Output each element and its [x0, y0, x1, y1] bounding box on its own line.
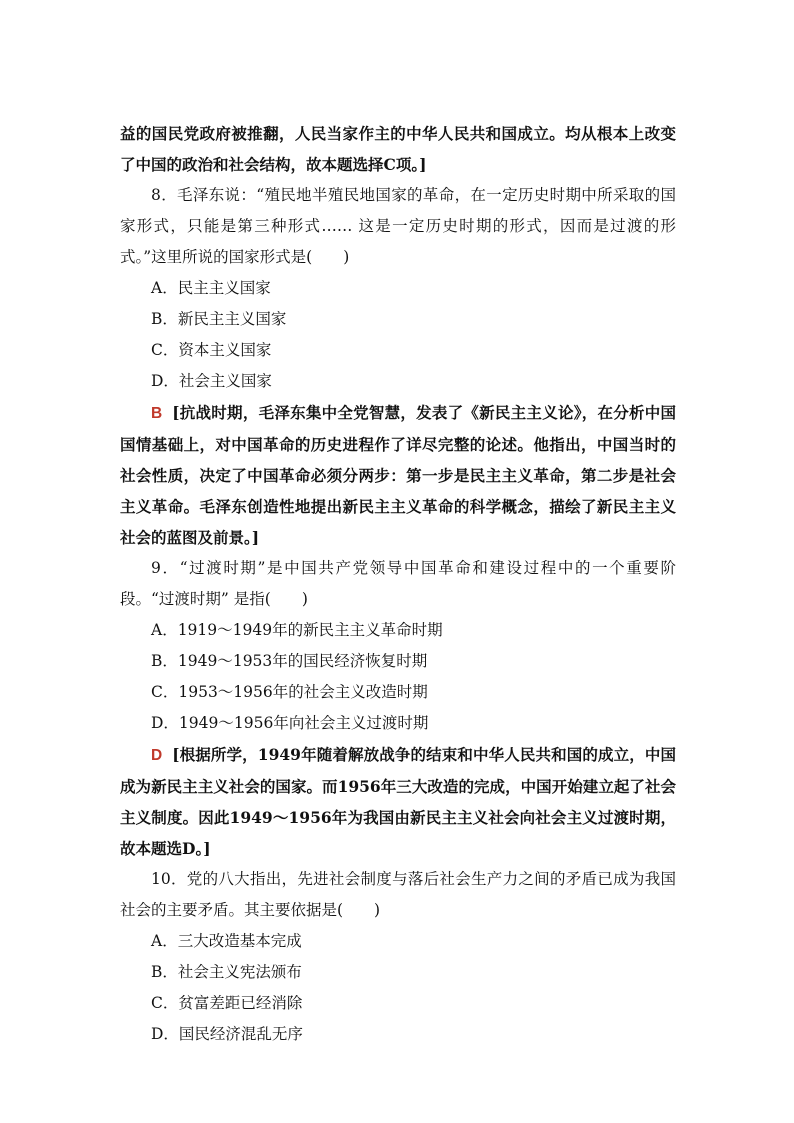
previous-explanation: 益的国民党政府被推翻，人民当家作主的中华人民共和国成立。均从根本上改变了中国的政治和社会结构，故本题选择C项。] [120, 124, 676, 174]
option-c: C．资本主义国家 [151, 341, 272, 359]
option-d: D．1949～1956年向社会主义过渡时期 [151, 714, 429, 732]
question-10 [120, 864, 676, 1050]
answer-letter: D [151, 747, 163, 764]
option-c: C．贫富差距已经消除 [151, 994, 303, 1012]
answer-letter: B [151, 405, 163, 422]
answer-explanation [120, 397, 676, 553]
question-8 [120, 180, 676, 553]
option-d: D．国民经济混乱无序 [151, 1025, 303, 1043]
question-stem: 10．党的八大指出，先进社会制度与落后社会生产力之间的矛盾已成为我国社会的主要矛盾。其主要依据是( ) [120, 870, 676, 919]
question-stem: 8．毛泽东说：“殖民地半殖民地国家的革命，在一定历史时期中所采取的国家形式，只能是第三种形式…… 这是一定历史时期的形式，因而是过渡的形式。”这里所说的国家形式是( ) [120, 186, 676, 266]
option-a: A．1919～1949年的新民主主义革命时期 [151, 621, 443, 639]
option-b: B．社会主义宪法颁布 [151, 963, 302, 981]
option-b: B．新民主主义国家 [151, 310, 287, 328]
option-a: A．民主主义国家 [151, 279, 271, 297]
document-page [120, 118, 676, 1050]
explanation-text: [根据所学，1949年随着解放战争的结束和中华人民共和国的成立，中国成为新民主主义社会的国家。而1956年三大改造的完成，中国开始建立起了社会主义制度。因此1949～1956年为我国由新民主主义社会向社会主义过渡时期，故本题选D。] [120, 745, 676, 858]
question-9 [120, 553, 676, 864]
option-d: D．社会主义国家 [151, 372, 272, 390]
option-b: B．1949～1953年的国民经济恢复时期 [151, 652, 428, 670]
option-c: C．1953～1956年的社会主义改造时期 [151, 683, 428, 701]
answer-explanation [120, 739, 676, 864]
question-stem: 9．“过渡时期”是中国共产党领导中国革命和建设过程中的一个重要阶段。“过渡时期” 是指( ) [120, 559, 676, 608]
explanation-text: [抗战时期，毛泽东集中全党智慧，发表了《新民主主义论》，在分析中国国情基础上，对中国革命的历史进程作了详尽完整的论述。他指出，中国当时的社会性质，决定了中国革命必须分两步：第一步是民主主义革命，第二步是社会主义革命。毛泽东创造性地提出新民主主义革命的科学概念，描绘了新民主主义社会的蓝图及前景。] [120, 403, 676, 547]
option-a: A．三大改造基本完成 [151, 932, 302, 950]
